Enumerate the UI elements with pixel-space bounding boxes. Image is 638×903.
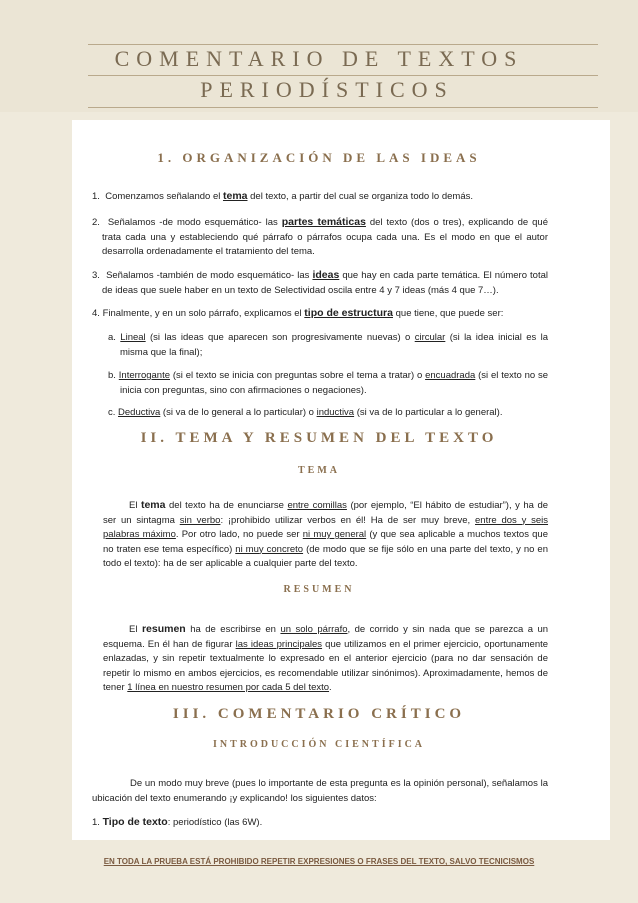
- s3-item-1: 1. Tipo de texto: periodístico (las 6W).: [92, 816, 263, 828]
- page-header: [0, 0, 638, 112]
- intro-paragraph: De un modo muy breve (pues lo importante de esta pregunta es la opinión personal), señalamos la ubicación del texto enumerando ¡y explicando! los siguientes datos:: [92, 778, 548, 804]
- s1-item-1: 1. Comenzamos señalando el tema del texto, a partir del cual se organiza todo lo demás.: [92, 190, 473, 202]
- s1-sub-c: c. Deductiva (si va de lo general a lo particular) o inductiva (si va de lo particular a lo general).: [108, 407, 503, 418]
- s1-item-4: 4. Finalmente, y en un solo párrafo, explicamos el tipo de estructura que tiene, que puede ser:: [92, 307, 504, 319]
- section-3-heading: III. COMENTARIO CRÍTICO: [172, 706, 466, 722]
- s1-sub-b: b. Interrogante (si el texto se inicia con preguntas sobre el tema a tratar) o encuadrada (si el texto no se inicia con preguntas, sino con afirmaciones o negaciones).: [108, 370, 549, 396]
- section-1-heading: 1. ORGANIZACIÓN DE LAS IDEAS: [157, 150, 481, 165]
- tema-paragraph: El tema del texto ha de enunciarse entre comillas (por ejemplo, “El hábito de estudiar”), y ha de ser un sintagma sin verbo: ¡prohibido utilizar verbos en él! Ha de ser muy breve, entre dos y seis palabras máximo. Por otro lado, no puede ser ni muy general (y que sea aplicable a muchos textos que no traten ese tema específico) ni muy concreto (de modo que se fije sólo en una parte del texto, y no en todo el texto): ha de ser aplicable a cualquier parte del texto.: [103, 499, 549, 569]
- s1-sub-a: a. Lineal (si las ideas que aparecen son progresivamente nuevas) o circular (si la idea inicial es la misma que la final);: [108, 332, 549, 358]
- kw-ideas: ideas: [312, 269, 340, 281]
- kw-partes-tematicas: partes temáticas: [281, 216, 366, 228]
- title-line-1: COMENTARIO DE TEXTOS: [114, 46, 524, 71]
- section-2-heading: II. TEMA Y RESUMEN DEL TEXTO: [140, 430, 498, 446]
- header-rule-top: [88, 44, 598, 45]
- subheading-resumen: RESUMEN: [283, 584, 355, 595]
- footer-note: EN TODA LA PRUEBA ESTÁ PROHIBIDO REPETIR EXPRESIONES O FRASES DEL TEXTO, SALVO TECNICISMOS: [103, 857, 535, 866]
- subheading-tema: TEMA: [298, 465, 340, 476]
- title-line-2: PERIODÍSTICOS: [200, 77, 454, 102]
- resumen-paragraph: El resumen ha de escribirse en un solo párrafo, de corrido y sin nada que se parezca a un esquema. En él han de figurar las ideas principales que utilizamos en el primer ejercicio, oportunamente enlazadas, y sin repetir textualmente lo expresado en el anterior ejercicio (para no dar sensación de repetir lo mismo en ambos ejercicios, es recomendable utilizar sinónimos). Aproximadamente, hemos de tener 1 línea en nuestro resumen por cada 5 del texto.: [103, 623, 549, 693]
- s1-item-2: 2. Señalamos -de modo esquemático- las partes temáticas del texto (dos o tres), explicando de qué trata cada una y estableciendo qué párrafo o párrafos ocupa cada una. Es el modo en que el autor desarrolla ordenadamente el tratamiento del tema.: [92, 216, 549, 257]
- s1-item-3: 3. Señalamos -también de modo esquemático- las ideas que hay en cada parte temática. El número total de ideas que suele haber en un texto de Selectividad oscila entre 4 y 7 ideas (más 4 que 7…).: [92, 269, 548, 296]
- kw-tipo-de-estructura: tipo de estructura: [304, 307, 393, 319]
- kw-tema: tema: [222, 190, 248, 202]
- header-rule-middle: [88, 75, 598, 76]
- subheading-introduccion-cientifica: INTRODUCCIÓN CIENTÍFICA: [212, 739, 426, 750]
- header-rule-bottom: [88, 107, 598, 108]
